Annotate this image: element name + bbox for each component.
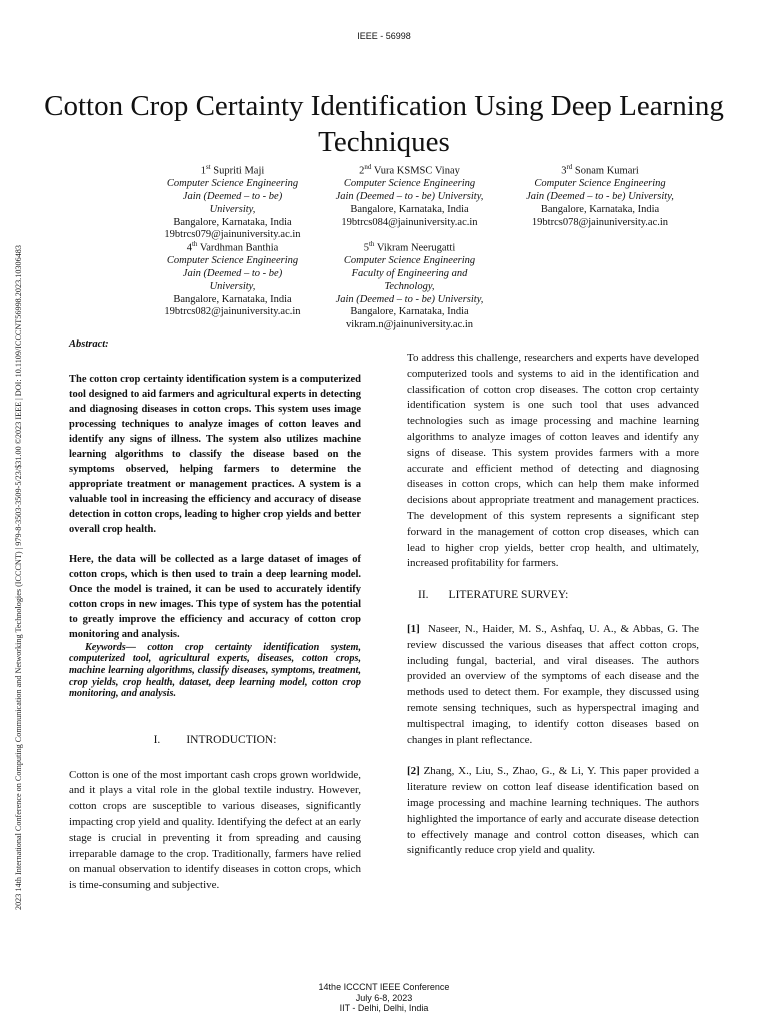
author-email: 19btrcs079@jainuniversity.ac.in — [164, 229, 301, 241]
author-block-3: 3rd Sonam Kumari Computer Science Engineering Jain (Deemed – to - be) University, Bangalore, Karnataka, India 19btrcs078@jainuniversity.ac.in — [500, 161, 700, 229]
footer-date: July 6-8, 2023 — [355, 992, 413, 1003]
author-name: Vardhman Banthia — [199, 242, 279, 254]
reference-1: [1] Naseer, N., Haider, M. S., Ashfaq, U. A., & Abbas, G. The review discussed the various diseases that affect cotton crops, including fungal, bacterial, and viral diseases. The authors provided an overview of the symptoms of each disease and the methods used to detect them. For example, they discussed using remote sensing techniques, such as hyperspectral imaging and multispectral imaging, to identify cotton diseases based on changes in plant reflectance. — [407, 622, 700, 746]
author-email: vikram.n@jainuniversity.ac.in — [345, 319, 474, 331]
doi-side-note: 2023 14th International Conference on Computing Communication and Networking Technologies (ICCCNT) | 979-8-3503-3509-5/23/$31.00 ©2023 IEEE | DOI: 10.1109/ICCCNT56998.2023.10306483 — [14, 245, 23, 910]
author-name: Sonam Kumari — [574, 165, 639, 177]
footer-conference: 14the ICCCNT IEEE Conference — [318, 982, 450, 992]
page-header: IEEE - 56998 — [357, 31, 411, 41]
abstract-paragraph-1: The cotton crop certainty identification system is a computerized tool designed to aid farmers and agricultural experts in detecting and diagnosing diseases in cotton crops. This system uses image processing techniques to analyze images of cotton leaves and identify any signs of illness. The system also utilizes machine learning algorithms to classify the disease based on the symptoms observed, helping farmers to determine the appropriate treatment or management practices. A system is a valuable tool in increasing the efficiency and accuracy of disease detection in cotton crops, leading to higher crop yields and better overall crop health. — [69, 373, 361, 535]
author-block-4: 4th Vardhman Banthia Computer Science Engineering Jain (Deemed – to - be) University, Bangalore, Karnataka, India 19btrcs082@jainuniversity.ac.in — [130, 238, 335, 319]
paper-title: Cotton Crop Certainty Identification Using Deep Learning Techniques — [44, 90, 724, 158]
keywords-text: cotton crop certainty identification system, computerized tool, agricultural experts, diseases, cotton crops, machine learning algorithms, classify diseases, symptoms, treatment, crop yields, crop health, dataset, deep learning model, cotton crop monitoring, and analysis. — [69, 641, 361, 700]
section-heading-literature: II. LITERATURE SURVEY: — [418, 589, 569, 602]
author-name: Vura KSMSC Vinay — [373, 165, 460, 177]
author-name: Supriti Maji — [213, 165, 265, 177]
author-email: 19btrcs082@jainuniversity.ac.in — [164, 306, 301, 318]
author-email: 19btrcs078@jainuniversity.ac.in — [531, 216, 669, 228]
author-block-5: 5th Vikram Neerugatti Computer Science Engineering Faculty of Engineering and Technology, Jain (Deemed – to - be) University, Bangalore, Karnataka, India vikram.n@jainuniversity.ac.in — [312, 238, 507, 332]
introduction-paragraph-1: Cotton is one of the most important cash crops grown worldwide, and it plays a vital role in the global textile industry. However, cotton crops are susceptible to various diseases, significantly impacting crop yield and quality. Identifying the defect at an early stage is crucial in preventing it from spreading and causing irreparable damage to the crop. Traditionally, farmers have relied on manual observation to identify diseases in cotton crops, which is time-consuming and subjective. — [69, 768, 361, 892]
keywords-label: Keywords— — [85, 641, 136, 653]
abstract-label: Abstract: — [69, 339, 109, 350]
section-heading-introduction: I. INTRODUCTION: — [153, 733, 277, 746]
reference-2: [2] Zhang, X., Liu, S., Zhao, G., & Li, Y. This paper provided a literature review on cotton leaf disease identification based on image processing and machine learning techniques. The authors highlighted the importance of early and accurate disease detection to effectively manage and control cotton diseases, which can significantly reduce crop yield and quality. — [407, 765, 700, 857]
author-email: 19btrcs084@jainuniversity.ac.in — [341, 216, 478, 228]
abstract-paragraph-2: Here, the data will be collected as a large dataset of images of cotton crops, which is then used to train a deep learning model. Once the model is trained, it can be used to accurately identify cotton crops in new images. This type of system has the potential to greatly improve the efficiency and accuracy of cotton crop monitoring and analysis. — [69, 553, 361, 640]
author-name: Vikram Neerugatti — [376, 242, 456, 254]
keywords-paragraph — [69, 642, 361, 700]
left-column — [69, 337, 361, 894]
author-block-1: 1st Supriti Maji Computer Science Engineering Jain (Deemed – to - be) University, Bangalore, Karnataka, India 19btrcs079@jainuniversity.ac.in — [130, 161, 335, 242]
footer-location: IIT - Delhi, Delhi, India — [339, 1003, 429, 1013]
introduction-paragraph-2: To address this challenge, researchers and experts have developed computerized tools and systems to aid in the identification and classification of cotton crop diseases. The cotton crop certainty identification system is one such tool that uses advanced technologies such as image processing and machine learning algorithms to analyze images of cotton leaves and identify any signs of disease. This system provides farmers with a more accurate and efficient method of detecting and diagnosing diseases in cotton crops, which can help them make informed decisions about appropriate treatment and management practices. The development of this system represents a significant step forward in the management of cotton crop diseases, which can lead to higher crop yields, better crop health, and ultimately, increased profitability for farmers. — [407, 352, 699, 570]
page-footer — [0, 982, 768, 1014]
right-column — [407, 351, 699, 859]
author-block-2: 2nd Vura KSMSC Vinay Computer Science Engineering Jain (Deemed – to - be) University, Bangalore, Karnataka, India 19btrcs084@jainuniversity.ac.in — [312, 161, 507, 229]
